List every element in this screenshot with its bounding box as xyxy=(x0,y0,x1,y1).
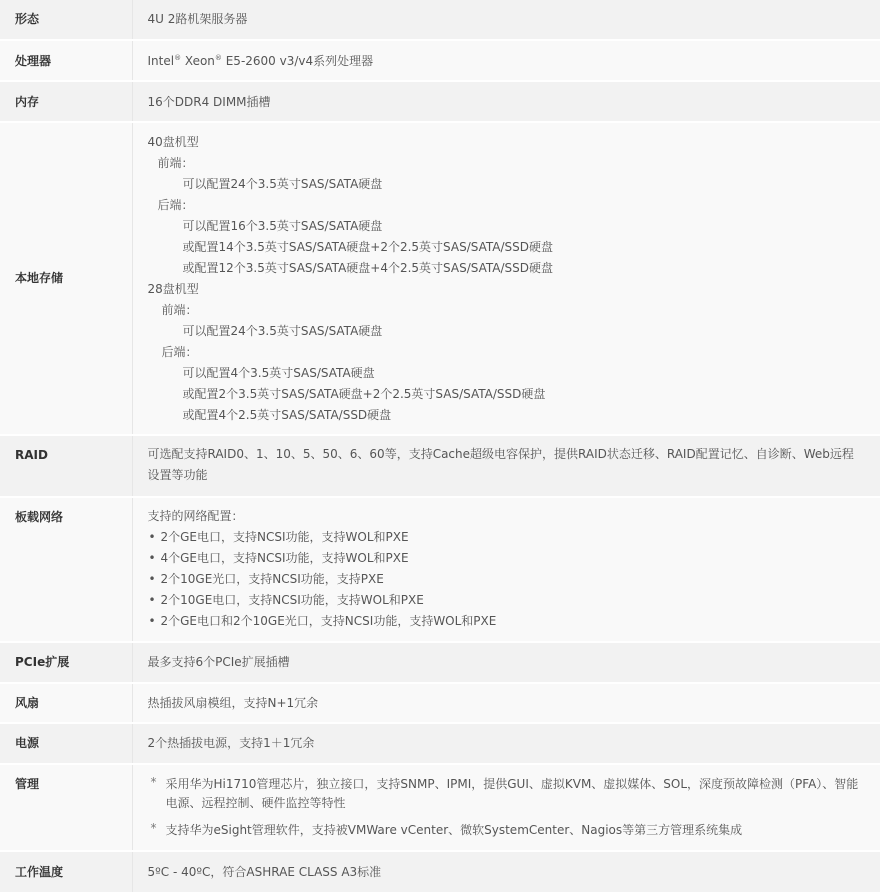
spec-value: 4U 2路机架服务器 xyxy=(132,0,880,40)
storage-option: 或配置2个3.5英寸SAS/SATA硬盘+2个2.5英寸SAS/SATA/SSD硬盘 xyxy=(182,387,546,401)
spec-row-memory xyxy=(0,81,880,122)
spec-label: 处理器 xyxy=(0,40,132,81)
storage-model-heading: 40盘机型 xyxy=(147,135,199,149)
spec-row-management xyxy=(0,764,880,851)
spec-label: 本地存储 xyxy=(0,122,132,435)
management-list xyxy=(148,775,863,840)
spec-label: 电源 xyxy=(0,723,132,764)
spec-value xyxy=(132,497,880,642)
list-item: • 2个GE电口，支持NCSI功能，支持WOL和PXE xyxy=(148,527,871,548)
spec-value xyxy=(132,122,880,435)
spec-value: 2个热插拔电源，支持1＋1冗余 xyxy=(132,723,880,764)
spec-row-network xyxy=(0,497,880,642)
spec-row-form-factor xyxy=(0,0,880,40)
list-item: • 2个10GE电口，支持NCSI功能，支持WOL和PXE xyxy=(148,590,871,611)
storage-option: 可以配置16个3.5英寸SAS/SATA硬盘 xyxy=(182,219,383,233)
spec-row-fan xyxy=(0,683,880,723)
spec-label: 形态 xyxy=(0,0,132,40)
spec-row-processor xyxy=(0,40,880,81)
processor-family: Xeon xyxy=(181,54,215,68)
spec-row-pcie xyxy=(0,642,880,683)
list-item: • 2个GE电口和2个10GE光口，支持NCSI功能，支持WOL和PXE xyxy=(148,611,871,632)
storage-model-heading: 28盘机型 xyxy=(147,282,199,296)
processor-model: E5-2600 v3/v4系列处理器 xyxy=(221,54,374,68)
spec-value: 最多支持6个PCIe扩展插槽 xyxy=(132,642,880,683)
spec-value xyxy=(132,40,880,81)
registered-mark: ® xyxy=(174,54,182,62)
spec-row-power xyxy=(0,723,880,764)
storage-option: 可以配置4个3.5英寸SAS/SATA硬盘 xyxy=(182,366,375,380)
spec-label: PCIe扩展 xyxy=(0,642,132,683)
spec-row-storage xyxy=(0,122,880,435)
list-item: * 支持华为eSight管理软件，支持被VMWare vCenter、微软SystemCenter、Nagios等第三方管理系统集成 xyxy=(148,821,863,840)
spec-label: 风扇 xyxy=(0,683,132,723)
list-item: * 采用华为Hi1710管理芯片，独立接口，支持SNMP、IPMI，提供GUI、虚拟KVM、虚拟媒体、SOL，深度预故障检测（PFA）、智能电源、远程控制、硬件监控等特性 xyxy=(148,775,863,813)
network-intro: 支持的网络配置： xyxy=(147,509,244,523)
network-list xyxy=(148,527,871,632)
spec-label: 工作温度 xyxy=(0,851,132,893)
storage-option: 或配置14个3.5英寸SAS/SATA硬盘+2个2.5英寸SAS/SATA/SSD硬盘 xyxy=(182,240,554,254)
spec-label: RAID xyxy=(0,435,132,497)
processor-brand: Intel xyxy=(147,54,175,68)
list-item: • 4个GE电口，支持NCSI功能，支持WOL和PXE xyxy=(148,548,871,569)
storage-section-label: 前端： xyxy=(161,303,198,317)
spec-row-temperature xyxy=(0,851,880,893)
spec-value: 热插拔风扇模组，支持N+1冗余 xyxy=(132,683,880,723)
storage-option: 可以配置24个3.5英寸SAS/SATA硬盘 xyxy=(182,324,383,338)
spec-label: 内存 xyxy=(0,81,132,122)
spec-value: 可选配支持RAID0、1、10、5、50、6、60等，支持Cache超级电容保护，提供RAID状态迁移、RAID配置记忆、自诊断、Web远程设置等功能 xyxy=(132,435,880,497)
registered-mark: ® xyxy=(214,54,222,62)
spec-value: 5ºC - 40ºC，符合ASHRAE CLASS A3标准 xyxy=(132,851,880,893)
spec-label: 板载网络 xyxy=(0,497,132,642)
storage-option: 或配置12个3.5英寸SAS/SATA硬盘+4个2.5英寸SAS/SATA/SSD硬盘 xyxy=(182,261,554,275)
list-item: • 2个10GE光口，支持NCSI功能，支持PXE xyxy=(148,569,871,590)
storage-section-label: 后端： xyxy=(157,198,194,212)
storage-option: 或配置4个2.5英寸SAS/SATA/SSD硬盘 xyxy=(182,408,392,422)
storage-section-label: 前端： xyxy=(157,156,194,170)
spec-value: 16个DDR4 DIMM插槽 xyxy=(132,81,880,122)
spec-value xyxy=(132,764,880,851)
storage-option: 可以配置24个3.5英寸SAS/SATA硬盘 xyxy=(182,177,383,191)
spec-row-raid xyxy=(0,435,880,497)
storage-section-label: 后端： xyxy=(161,345,198,359)
spec-label: 管理 xyxy=(0,764,132,851)
